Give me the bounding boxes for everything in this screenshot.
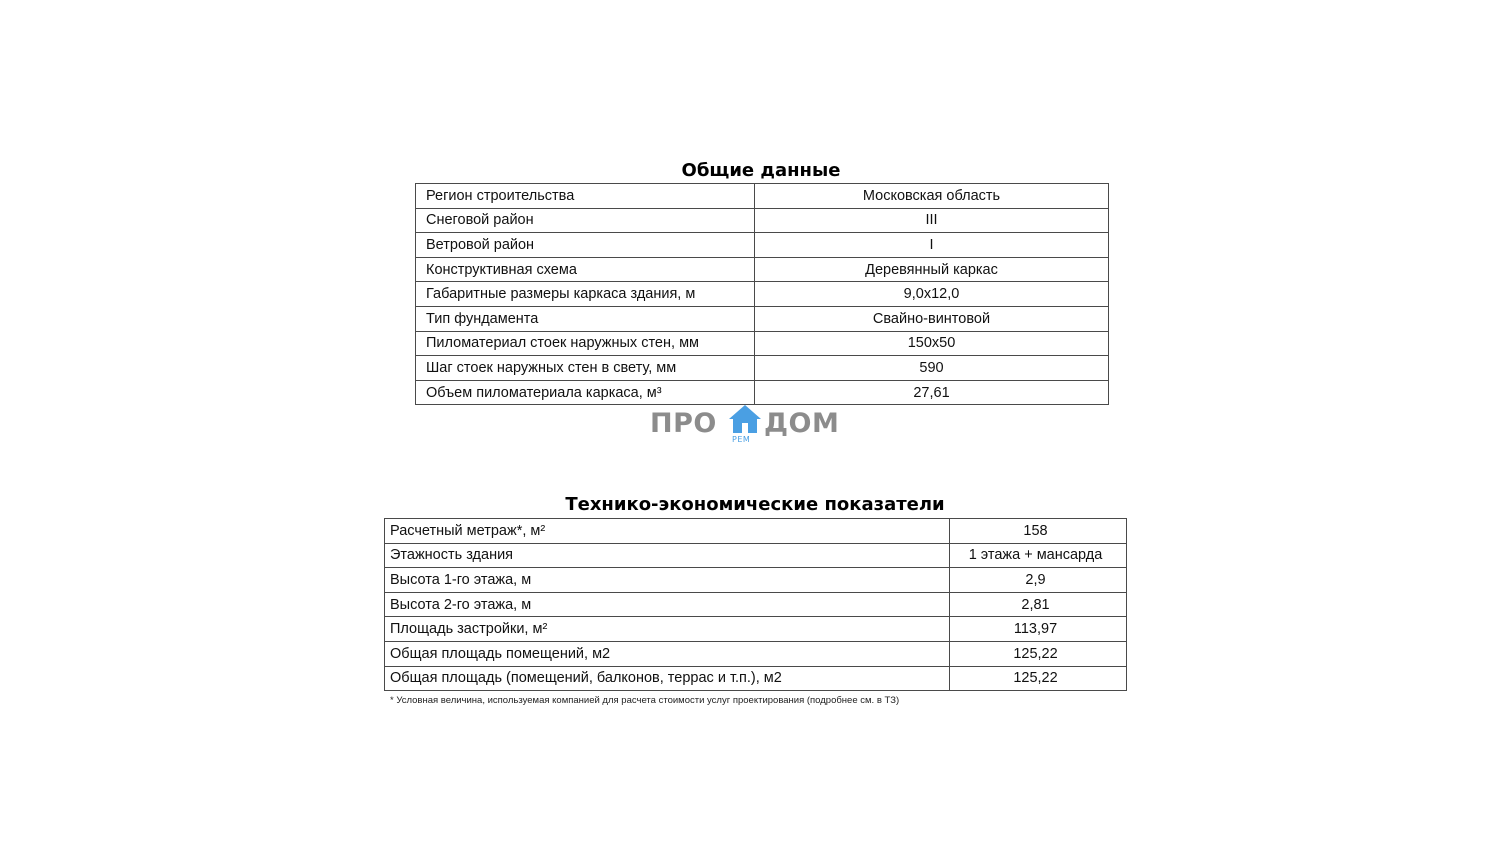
row-value: I [755, 233, 1109, 258]
logo-subtext: РЕМ [732, 435, 751, 444]
row-value: 125,22 [950, 666, 1127, 691]
table-row [416, 208, 1109, 233]
tep-table [384, 518, 1127, 691]
table-row [385, 666, 1127, 691]
row-label: Высота 2-го этажа, м [385, 592, 950, 617]
row-label: Тип фундамента [416, 306, 755, 331]
row-value: Свайно-винтовой [755, 306, 1109, 331]
logo-text-left: ПРО [650, 408, 717, 439]
row-value: III [755, 208, 1109, 233]
general-data-title: Общие данные [681, 160, 841, 181]
row-label: Общая площадь (помещений, балконов, террас и т.п.), м2 [385, 666, 950, 691]
table-row [416, 257, 1109, 282]
row-value: 590 [755, 356, 1109, 381]
row-value: 1 этажа + мансарда [950, 543, 1127, 568]
row-label: Габаритные размеры каркаса здания, м [416, 282, 755, 307]
row-label: Снеговой район [416, 208, 755, 233]
table-row [385, 568, 1127, 593]
table-row [416, 380, 1109, 405]
row-label: Объем пиломатериала каркаса, м³ [416, 380, 755, 405]
row-label: Регион строительства [416, 184, 755, 209]
row-value: Деревянный каркас [755, 257, 1109, 282]
row-value: 2,9 [950, 568, 1127, 593]
row-value: 150х50 [755, 331, 1109, 356]
row-label: Конструктивная схема [416, 257, 755, 282]
row-label: Этажность здания [385, 543, 950, 568]
row-value: 158 [950, 519, 1127, 544]
row-label: Ветровой район [416, 233, 755, 258]
row-value: 9,0х12,0 [755, 282, 1109, 307]
table-row [385, 592, 1127, 617]
table-row [416, 184, 1109, 209]
table-row [385, 543, 1127, 568]
house-icon [728, 404, 762, 434]
row-label: Пиломатериал стоек наружных стен, мм [416, 331, 755, 356]
row-value: 2,81 [950, 592, 1127, 617]
row-value: 27,61 [755, 380, 1109, 405]
row-label: Расчетный метраж*, м² [385, 519, 950, 544]
table-row [416, 282, 1109, 307]
table-row [416, 331, 1109, 356]
row-label: Высота 1-го этажа, м [385, 568, 950, 593]
table-row [385, 519, 1127, 544]
row-value: 125,22 [950, 641, 1127, 666]
table-row [416, 233, 1109, 258]
row-label: Шаг стоек наружных стен в свету, мм [416, 356, 755, 381]
general-data-table [415, 183, 1109, 405]
row-value: Московская область [755, 184, 1109, 209]
row-value: 113,97 [950, 617, 1127, 642]
prodom-logo [650, 404, 850, 446]
row-label: Общая площадь помещений, м2 [385, 641, 950, 666]
table-row [385, 641, 1127, 666]
tep-title: Технико-экономические показатели [565, 494, 945, 515]
table-row [416, 356, 1109, 381]
footnote: * Условная величина, используемая компанией для расчета стоимости услуг проектирования (подробнее см. в ТЗ) [390, 695, 900, 706]
row-label: Площадь застройки, м² [385, 617, 950, 642]
table-row [416, 306, 1109, 331]
table-row [385, 617, 1127, 642]
logo-text-right: ДОМ [764, 408, 840, 439]
